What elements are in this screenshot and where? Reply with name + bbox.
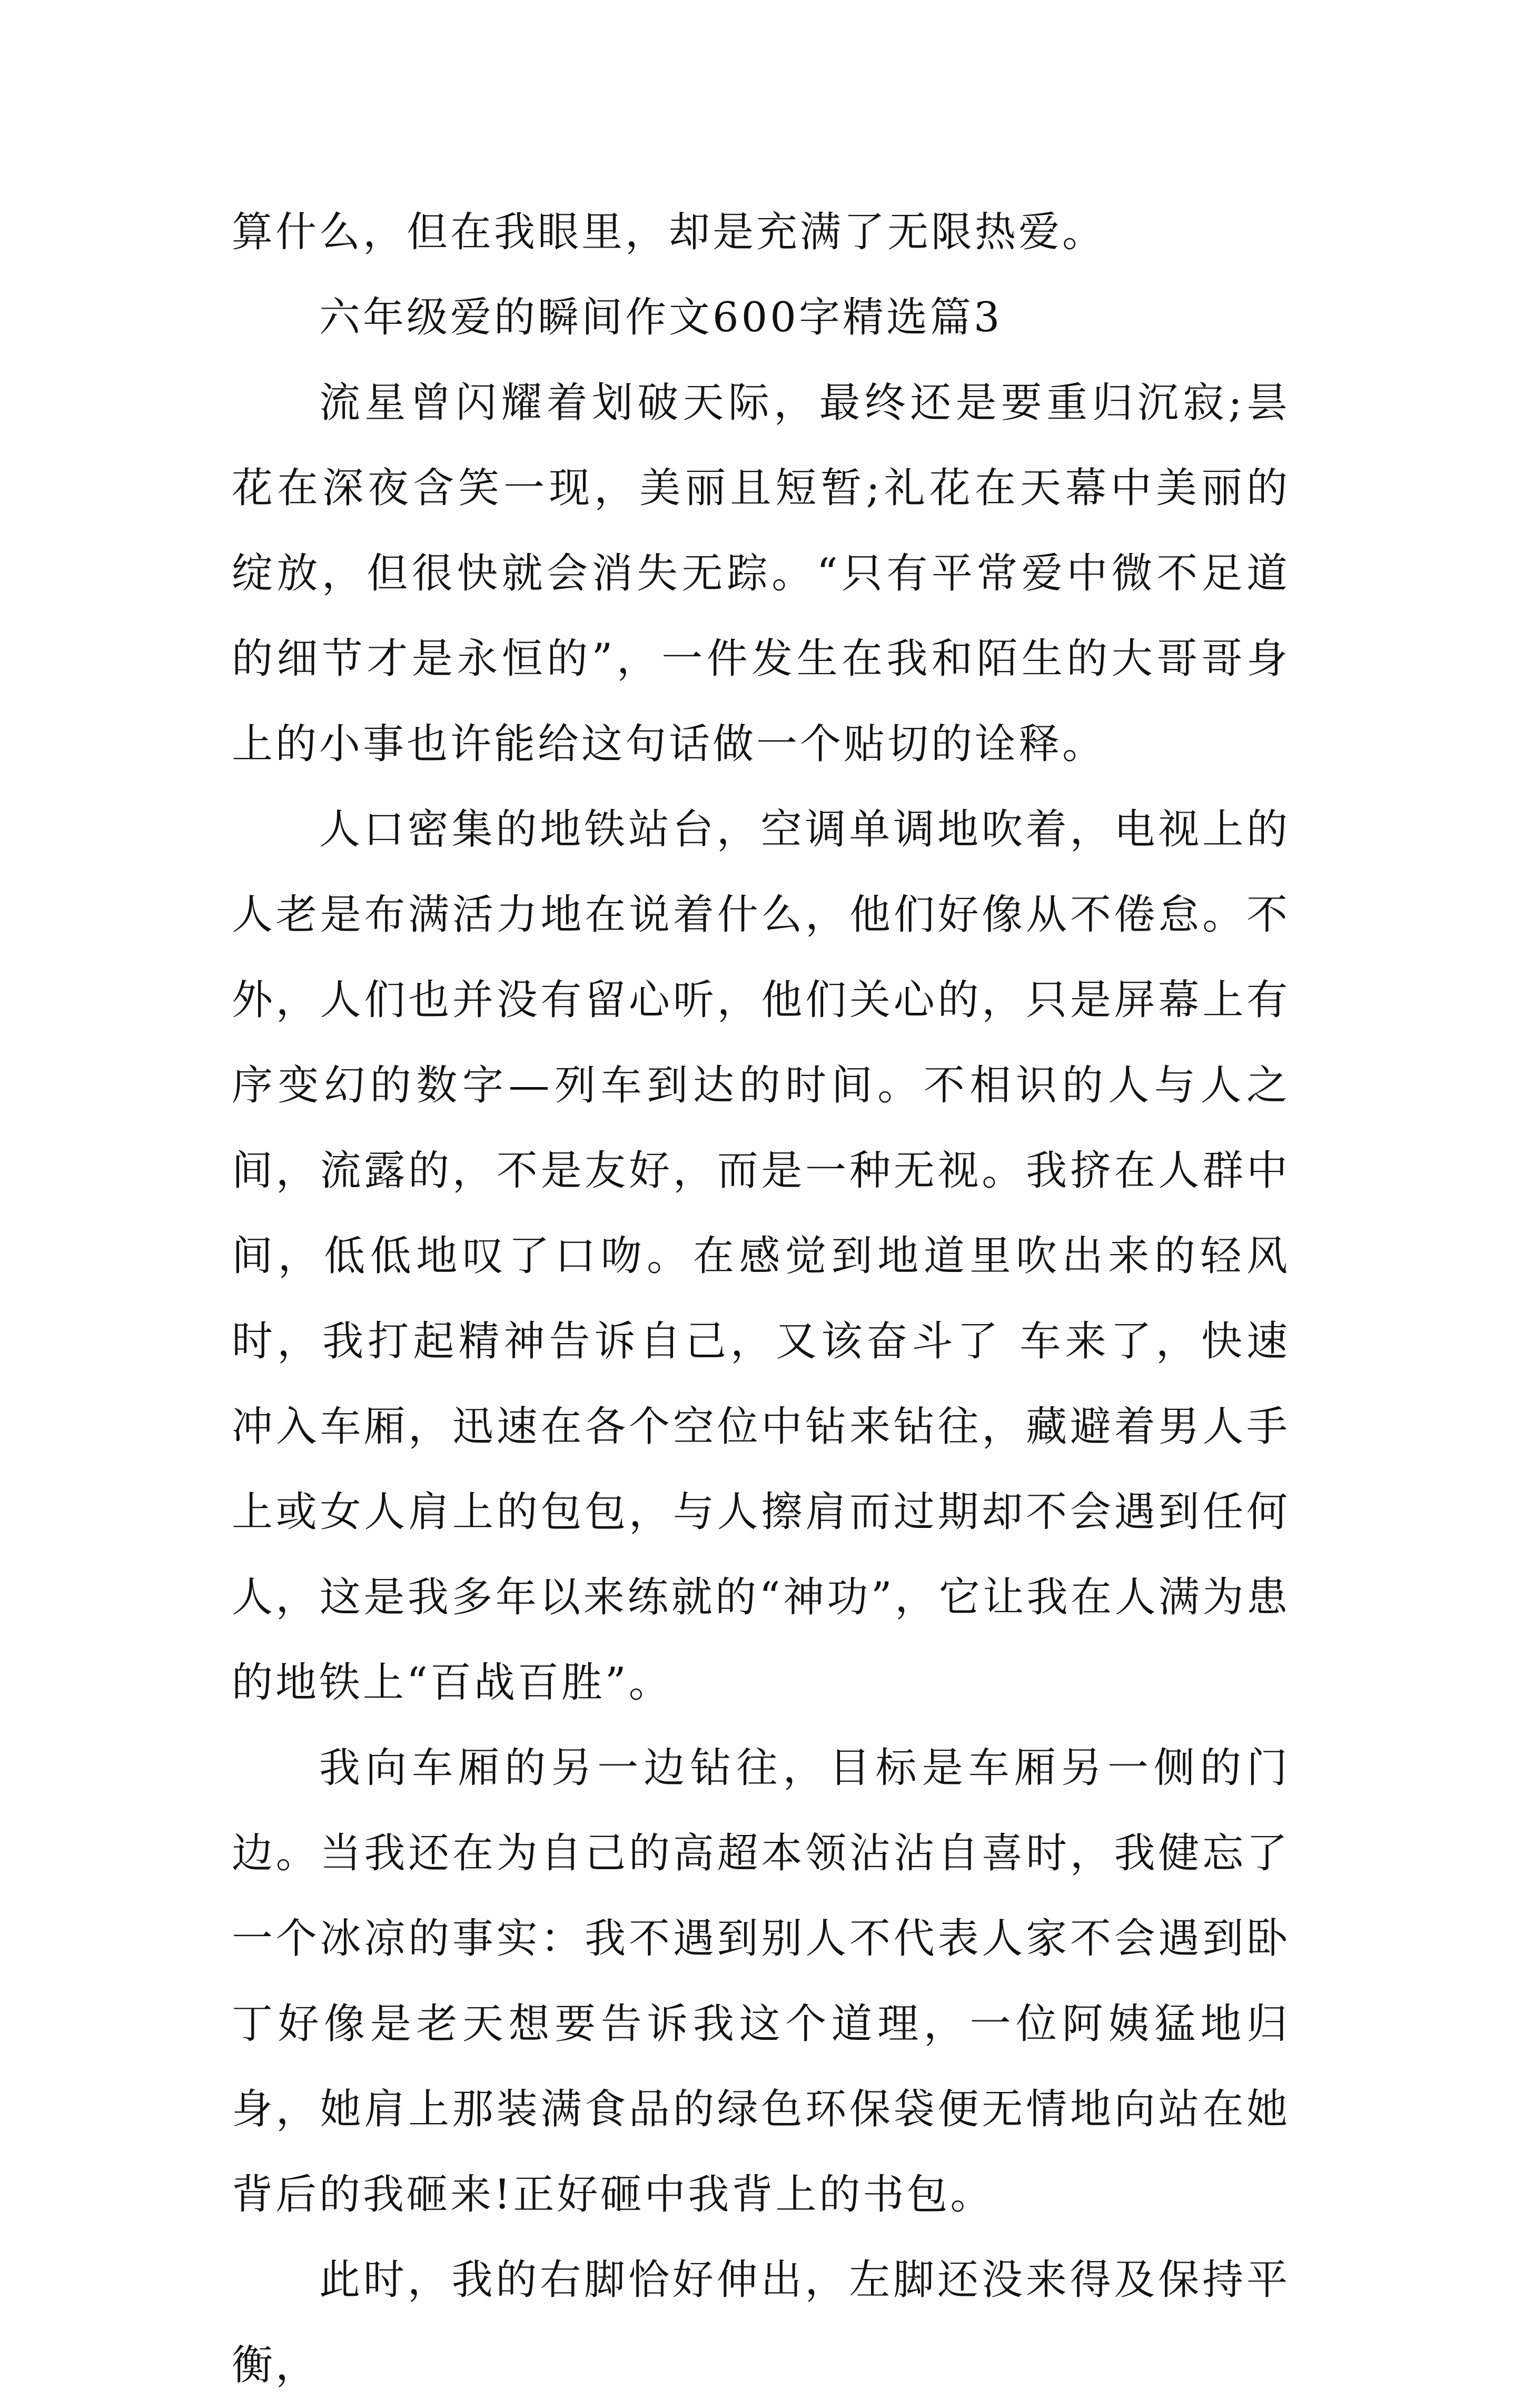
section-heading: 六年级爱的瞬间作文600字精选篇3 [319,294,1003,341]
body-text [232,190,1290,2408]
paragraph: 我向车厢的另一边钻往，目标是车厢另一侧的门边。当我还在为自己的高超本领沾沾自喜时，我健忘了一个冰凉的事实：我不遇到别人不代表人家不会遇到卧丁好像是老天想要告诉我这个道理，一位阿姨猛地归身，她肩上那装满食品的绿色环保袋便无情地向站在她背后的我砸来!正好砸中我背上的书包。 [232,1744,1290,2218]
paragraph: 人口密集的地铁站台，空调单调地吹着，电视上的人老是布满活力地在说着什么，他们好像从不倦怠。不外，人们也并没有留心听，他们关心的，只是屏幕上有序变幻的数字—列车到达的时间。不相识的人与人之间，流露的，不是友好，而是一种无视。我挤在人群中间，低低地叹了口吻。在感觉到地道里吹出来的轻风时，我打起精神告诉自己，又该奋斗了 车来了，快速冲入车厢，迅速在各个空位中钻来钻往，藏避着男人手上或女人肩上的包包，与人擦肩而过期却不会遇到任何人，这是我多年以来练就的“神功”，它让我在人满为患的地铁上“百战百胜”。 [232,806,1290,1706]
paragraph: 流星曾闪耀着划破天际，最终还是要重归沉寂;昙花在深夜含笑一现，美丽且短暂;礼花在天幕中美丽的绽放，但很快就会消失无踪。“只有平常爱中微不足道的细节才是永恒的”，一件发生在我和陌生的大哥哥身上的小事也许能给这句话做一个贴切的诠释。 [232,379,1290,768]
paragraph: 此时，我的右脚恰好伸出，左脚还没来得及保持平衡， [232,2256,1290,2389]
paragraph-continuation: 算什么，但在我眼里，却是充满了无限热爱。 [232,209,1106,256]
